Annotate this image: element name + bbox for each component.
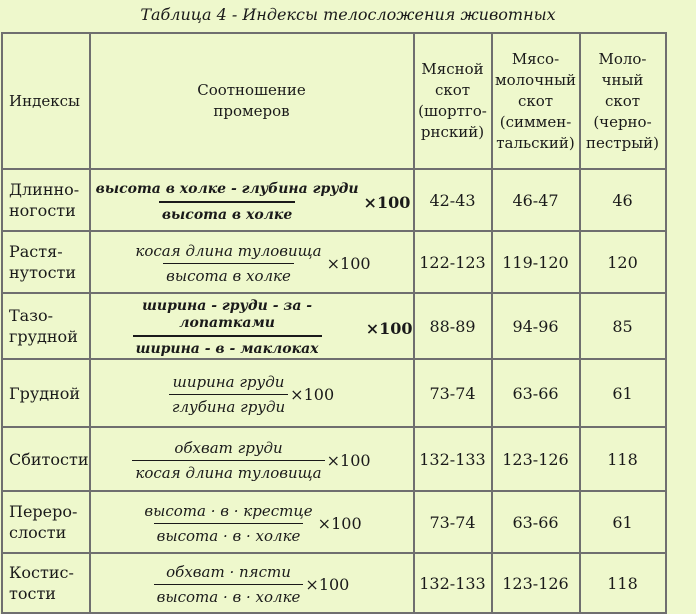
meat-value: 73-74	[414, 359, 492, 427]
ratio-formula	[90, 553, 414, 613]
index-name	[2, 169, 90, 231]
formula-denominator: ширина - в - маклоках	[133, 335, 322, 358]
dairy-value: 120	[580, 231, 666, 293]
index-name	[2, 427, 90, 491]
table-row	[2, 169, 666, 231]
index-name-line: Сбитости	[9, 449, 89, 469]
header-meat-breed	[414, 33, 492, 169]
header-line: тальский)	[496, 133, 575, 152]
meat-value: 132-133	[414, 427, 492, 491]
ratio-formula	[90, 427, 414, 491]
index-name-line: тости	[9, 584, 56, 603]
header-ratio	[90, 33, 414, 169]
dairy-value: 61	[580, 359, 666, 427]
formula-multiplier: ×100	[363, 192, 411, 212]
formula-multiplier: ×100	[317, 514, 362, 533]
header-line: (черно-	[593, 112, 652, 131]
dairy-value: 85	[580, 293, 666, 359]
index-name	[2, 553, 90, 613]
header-index: Индексы	[2, 33, 90, 169]
header-line: (шортго-	[418, 102, 487, 120]
header-line: рнский)	[420, 123, 485, 141]
meat-value: 122-123	[414, 231, 492, 293]
formula-denominator: высота в холке	[159, 201, 295, 224]
header-line: (симмен-	[499, 112, 572, 131]
header-line: Мясо-	[511, 49, 560, 68]
table-row	[2, 293, 666, 359]
index-name-line: ногости	[9, 201, 76, 220]
formula-denominator: высота · в · холке	[154, 523, 304, 545]
meat-value: 88-89	[414, 293, 492, 359]
meat-value: 132-133	[414, 553, 492, 613]
dairy-value: 118	[580, 427, 666, 491]
header-row	[2, 33, 666, 169]
index-name-line: Тазо-	[9, 306, 53, 325]
index-name-line: грудной	[9, 327, 78, 346]
header-line: скот	[434, 81, 471, 99]
header-ratio-line: промеров	[213, 102, 290, 120]
index-name-line: слости	[9, 523, 67, 542]
meat-value: 73-74	[414, 491, 492, 553]
header-line: чный	[601, 70, 644, 89]
header-line: скот	[604, 91, 641, 110]
formula-multiplier: ×100	[290, 385, 335, 404]
meat-dairy-value: 123-126	[492, 427, 580, 491]
formula-numerator: ширина - груди - за - лопатками	[142, 298, 313, 331]
meat-dairy-value: 119-120	[492, 231, 580, 293]
header-meat-dairy-breed	[492, 33, 580, 169]
ratio-formula	[90, 169, 414, 231]
meat-dairy-value: 46-47	[492, 169, 580, 231]
ratio-formula	[90, 293, 414, 359]
formula-numerator: косая длина туловища	[135, 241, 322, 260]
table-row	[2, 427, 666, 491]
table-caption: Таблица 4 - Индексы телосложения животных	[140, 5, 556, 24]
formula-numerator: ширина груди	[172, 372, 285, 391]
index-name	[2, 359, 90, 427]
meat-value: 42-43	[414, 169, 492, 231]
index-name-line: Костис-	[9, 563, 74, 582]
dairy-value: 46	[580, 169, 666, 231]
body-indices-table	[1, 32, 667, 614]
header-line: пестрый)	[586, 133, 659, 152]
header-line: молочный	[494, 70, 577, 89]
ratio-formula	[90, 491, 414, 553]
index-name-line: Растя-	[9, 242, 63, 261]
header-line: скот	[517, 91, 554, 110]
ratio-formula	[90, 231, 414, 293]
header-line: Мясной	[421, 60, 484, 78]
table-row	[2, 491, 666, 553]
formula-multiplier: ×100	[365, 318, 413, 338]
formula-denominator: высота · в · холке	[154, 584, 304, 606]
index-name-line: нутости	[9, 263, 77, 282]
meat-dairy-value: 123-126	[492, 553, 580, 613]
meat-dairy-value: 63-66	[492, 491, 580, 553]
formula-denominator: косая длина туловища	[132, 460, 324, 482]
formula-numerator: обхват груди	[174, 438, 283, 457]
meat-dairy-value: 94-96	[492, 293, 580, 359]
ratio-formula	[90, 359, 414, 427]
header-dairy-breed	[580, 33, 666, 169]
formula-numerator: высота в холке - глубина груди	[95, 180, 359, 197]
index-name	[2, 293, 90, 359]
formula-numerator: высота · в · крестце	[144, 501, 313, 520]
meat-dairy-value: 63-66	[492, 359, 580, 427]
index-name-line: Грудной	[9, 383, 81, 403]
formula-numerator: обхват · пясти	[166, 562, 291, 581]
index-name	[2, 231, 90, 293]
formula-multiplier: ×100	[326, 254, 371, 273]
index-name-line: Длинно-	[9, 180, 80, 199]
formula-multiplier: ×100	[326, 451, 371, 470]
table-row	[2, 553, 666, 613]
table-row	[2, 359, 666, 427]
formula-multiplier: ×100	[305, 575, 350, 594]
formula-denominator: глубина груди	[169, 394, 288, 416]
table-row	[2, 231, 666, 293]
header-ratio-line: Соотношение	[197, 81, 306, 99]
index-name	[2, 491, 90, 553]
header-line: Моло-	[598, 49, 647, 68]
formula-denominator: высота в холке	[163, 263, 294, 285]
index-name-line: Переро-	[9, 502, 78, 521]
dairy-value: 118	[580, 553, 666, 613]
dairy-value: 61	[580, 491, 666, 553]
